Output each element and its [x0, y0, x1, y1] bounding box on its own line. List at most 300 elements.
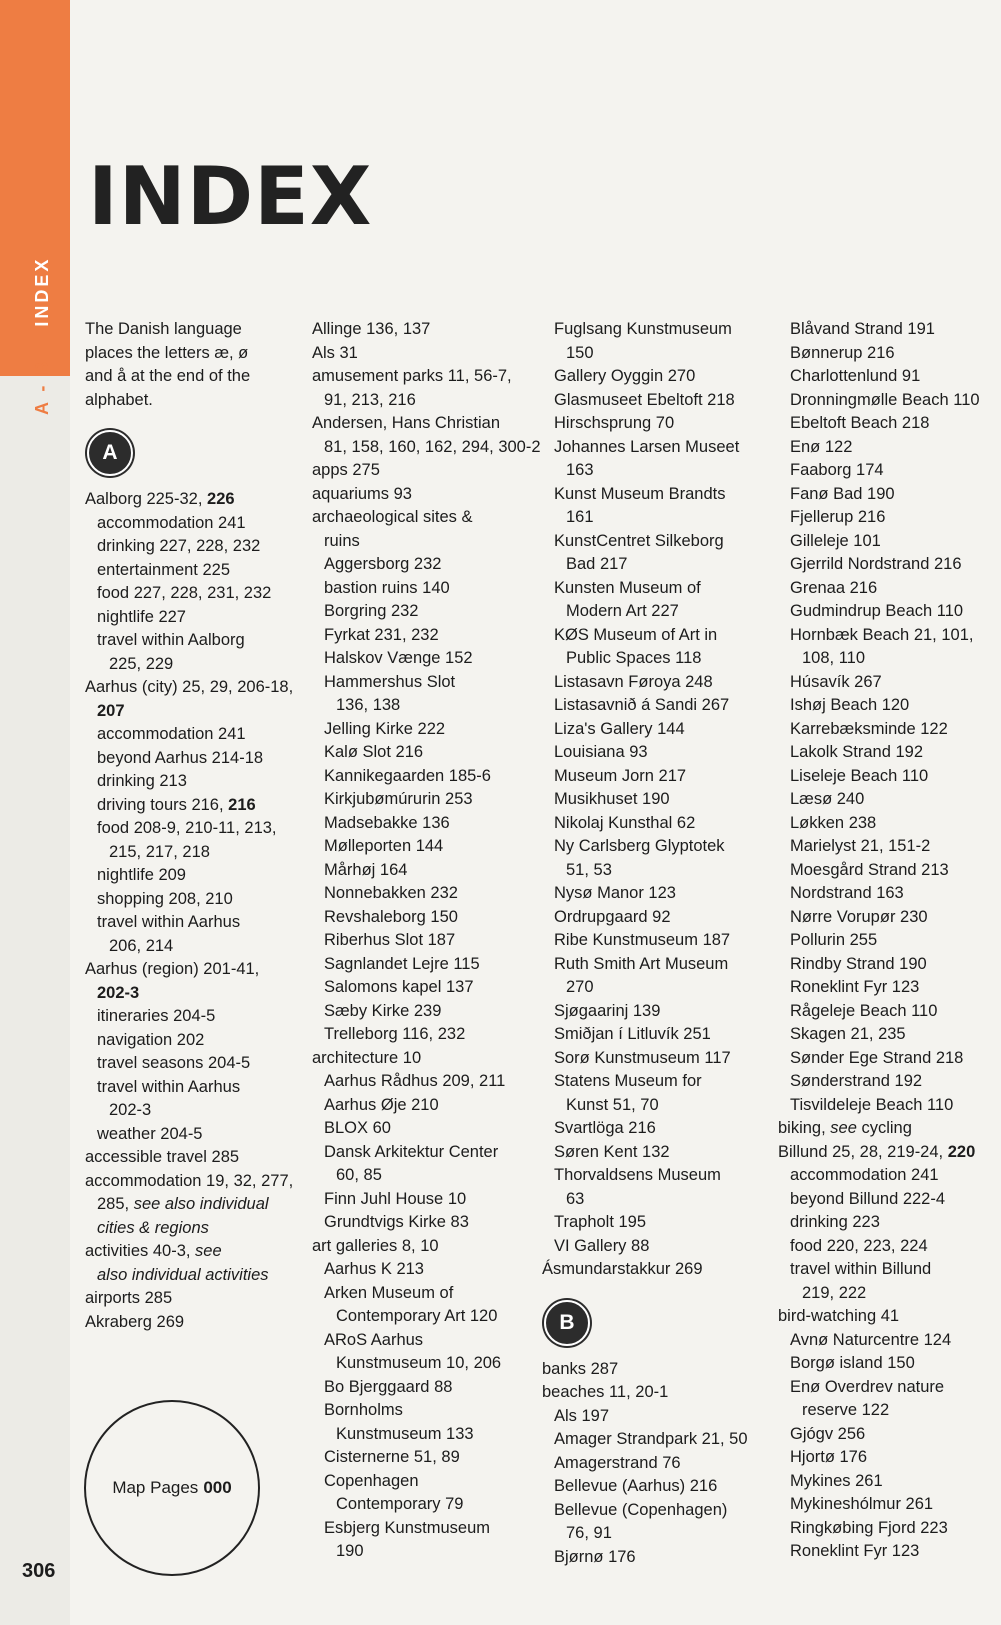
index-entry-text: weather 204-5 [97, 1124, 203, 1143]
index-entry-text: Listasavn Føroya 248 [554, 672, 713, 691]
index-entry-text: beyond Billund 222-4 [790, 1189, 946, 1208]
index-entry-text: Ordrupgaard 92 [554, 907, 671, 926]
index-entry [778, 1070, 998, 1094]
index-entry-text: architecture 10 [312, 1048, 422, 1067]
index-entry [312, 835, 527, 859]
index-entry [85, 629, 285, 653]
index-entry [778, 1211, 998, 1235]
index-entry [542, 530, 757, 554]
index-entry [778, 1352, 998, 1376]
index-entry [778, 929, 998, 953]
index-entry [85, 676, 294, 700]
index-entry-text: Bornholms [324, 1401, 403, 1419]
index-entry-text: airports 285 [85, 1289, 173, 1307]
index-entry [312, 1493, 527, 1517]
index-entry-text: Amagerstrand 76 [554, 1453, 681, 1472]
index-entry-text: Charlottenlund 91 [790, 367, 921, 385]
index-entry [778, 553, 998, 577]
index-entry-text: Hammershus Slot [324, 672, 456, 691]
letter-badge-a: A [87, 430, 133, 476]
index-entry [542, 953, 757, 977]
index-entry [312, 812, 527, 836]
index-entry [778, 1305, 998, 1329]
index-entry [542, 906, 757, 930]
index-entry-text: Bo Bjerggaard 88 [324, 1377, 453, 1396]
index-column-1 [85, 318, 294, 1334]
index-entry-text: 219, 222 [802, 1283, 867, 1302]
index-entry [85, 1099, 285, 1123]
index-entry [542, 1094, 757, 1118]
index-entry [778, 1493, 998, 1517]
index-entry [778, 1235, 998, 1259]
index-entry-text: Nordstrand 163 [790, 884, 904, 902]
index-entry [542, 459, 757, 483]
index-entry-text: Contemporary 79 [336, 1495, 464, 1513]
index-entry-text: Gilleleje 101 [790, 531, 881, 550]
index-entry-text: navigation 202 [97, 1030, 205, 1049]
index-entry-text: Fjellerup 216 [790, 508, 886, 526]
index-entry [778, 577, 998, 601]
index-entry-text: Sæby Kirke 239 [324, 1001, 442, 1020]
index-entry-text: Hornbæk Beach 21, 101, [790, 625, 974, 644]
index-entry-text: Als 197 [554, 1406, 610, 1425]
index-entry-text: Kunstmuseum 133 [336, 1424, 474, 1443]
index-entry [312, 1117, 527, 1141]
index-entry [542, 718, 757, 742]
index-entry [778, 671, 998, 695]
index-entry-text: Riberhus Slot 187 [324, 931, 456, 949]
index-entry-text: Mårhøj 164 [324, 860, 408, 879]
index-entry-text: accessible travel 285 [85, 1148, 240, 1166]
index-entry [312, 553, 527, 577]
index-entry [312, 1423, 527, 1447]
index-entry [778, 412, 998, 436]
index-entry [312, 1282, 527, 1306]
index-entry [312, 1258, 527, 1282]
index-entry-text: 163 [566, 461, 594, 479]
index-entry [85, 723, 285, 747]
index-entry-text: Fuglsang Kunstmuseum [554, 320, 732, 338]
index-entry-text: Grenaa 216 [790, 578, 878, 597]
index-entry-text: beaches 11, 20-1 [542, 1383, 669, 1401]
index-entry [778, 1540, 998, 1564]
index-entry [778, 1258, 998, 1282]
index-entry [542, 389, 757, 413]
index-entry [778, 835, 998, 859]
index-entry [312, 1000, 527, 1024]
index-entry-text: KØS Museum of Art in [554, 625, 718, 644]
index-entry [778, 1000, 998, 1024]
index-entry-text: Esbjerg Kunstmuseum [324, 1518, 490, 1537]
index-entry-text: archaeological sites & [312, 508, 473, 526]
index-entry-crossref: see [830, 1119, 857, 1137]
index-entry-text: Gudmindrup Beach 110 [790, 602, 964, 620]
index-entry [312, 1164, 527, 1188]
index-entry-text: travel seasons 204-5 [97, 1054, 251, 1072]
intro-note: The Danish language places the letters æ, ø and å at the end of the alphabet. [85, 320, 251, 409]
index-entry-text: Rindby Strand 190 [790, 954, 927, 973]
index-entry [85, 1240, 285, 1264]
index-entry [312, 577, 527, 601]
index-entry-text: ARoS Aarhus [324, 1330, 424, 1349]
index-entry [542, 318, 757, 342]
index-entry-text: Liza's Gallery 144 [554, 719, 685, 738]
index-entry-text: travel within Aalborg [97, 631, 245, 649]
index-entry-text: Aarhus Rådhus 209, 211 [324, 1072, 506, 1090]
index-entry [778, 741, 998, 765]
index-entry-text: Dansk Arkitektur Center [324, 1142, 499, 1161]
index-entry-text: activities 40-3, [85, 1242, 196, 1260]
index-entry [312, 647, 527, 671]
index-entry [312, 624, 527, 648]
index-entry-text: Amager Strandpark 21, 50 [554, 1430, 748, 1448]
index-entry [778, 600, 998, 624]
index-entry-bold-page: 220 [947, 1142, 976, 1161]
index-entry-text: Trelleborg 116, 232 [324, 1025, 466, 1043]
index-entry-text: Liseleje Beach 110 [790, 766, 929, 785]
index-entry-bold-page: 207 [97, 701, 125, 720]
index-entry-text: accommodation 241 [790, 1166, 939, 1184]
index-entry [542, 1546, 757, 1570]
index-entry-text: 161 [566, 508, 594, 526]
index-entry-text: 91, 213, 216 [324, 390, 416, 409]
index-entry-text: 51, 53 [566, 860, 612, 879]
index-entry [778, 459, 998, 483]
index-entry [542, 1428, 757, 1452]
index-entry [542, 342, 757, 366]
index-entry-text: Fanø Bad 190 [790, 484, 895, 503]
index-entry [542, 765, 757, 789]
index-entry-text: Dronningmølle Beach 110 [790, 390, 980, 409]
index-entry-text: Gjerrild Nordstrand 216 [790, 555, 962, 573]
index-entry-text: 190 [336, 1542, 364, 1560]
index-entry [85, 653, 285, 677]
index-entry [85, 535, 285, 559]
index-entry [312, 530, 527, 554]
index-entry [312, 1094, 527, 1118]
index-entry [542, 1258, 757, 1282]
index-entry-text: Ringkøbing Fjord 223 [790, 1518, 948, 1537]
tab-index-label: INDEX [32, 256, 52, 327]
index-entry [312, 1188, 527, 1212]
index-entry-text: Hjortø 176 [790, 1448, 868, 1466]
index-entry-text: Aarhus (city) 25, 29, 206-18, [85, 678, 294, 696]
index-entry [85, 794, 285, 818]
index-entry-text: Kunst Museum Brandts [554, 484, 726, 503]
index-entry [542, 1522, 757, 1546]
index-entry [542, 412, 757, 436]
index-entry-crossref: also individual activities [97, 1265, 269, 1284]
index-entry-text: Louisiana 93 [554, 743, 648, 761]
index-entry [312, 318, 527, 342]
index-entry-text: bird-watching 41 [778, 1307, 900, 1325]
index-entry [778, 1470, 998, 1494]
index-entry-text: drinking 213 [97, 772, 187, 790]
index-entry-text: Museum Jorn 217 [554, 766, 687, 785]
index-entry [778, 694, 998, 718]
index-entry-text: Smiðjan í Litluvík 251 [554, 1025, 711, 1043]
index-entry [778, 624, 998, 648]
index-entry-text: Als 31 [312, 343, 358, 362]
index-entry-text: Avnø Naturcentre 124 [790, 1330, 952, 1349]
index-entry-text: Madsebakke 136 [324, 813, 450, 832]
index-entry [312, 1047, 527, 1071]
index-entry [778, 1188, 998, 1212]
index-entry-text: Kunst 51, 70 [566, 1095, 659, 1114]
index-entry [778, 365, 998, 389]
index-entry [778, 1517, 998, 1541]
index-entry-text: Bellevue (Aarhus) 216 [554, 1477, 718, 1495]
index-entry [312, 1446, 527, 1470]
index-entry-text: Grundtvigs Kirke 83 [324, 1213, 469, 1231]
index-entry [542, 1452, 757, 1476]
index-entry-text: Bønnerup 216 [790, 343, 895, 362]
index-entry-text: Aggersborg 232 [324, 555, 442, 573]
index-entry-text: apps 275 [312, 461, 380, 479]
index-entry [312, 859, 527, 883]
index-entry [542, 812, 757, 836]
index-entry [542, 1235, 757, 1259]
index-entry [85, 1076, 285, 1100]
index-entry [778, 1023, 998, 1047]
index-entry-text: Arken Museum of [324, 1283, 454, 1302]
index-entry-text: Ruth Smith Art Museum [554, 954, 729, 973]
index-entry-text: Rågeleje Beach 110 [790, 1001, 938, 1020]
index-entry [312, 412, 527, 436]
index-entry [778, 1399, 998, 1423]
index-entry [312, 459, 527, 483]
index-entry [542, 741, 757, 765]
index-entry-text: Allinge 136, 137 [312, 320, 431, 338]
tab-range: A - B [32, 358, 52, 415]
index-entry [542, 976, 757, 1000]
index-entry-text: Bjørnø 176 [554, 1547, 636, 1566]
index-entry-text: Akraberg 269 [85, 1312, 185, 1331]
index-entry-text: banks 287 [542, 1359, 619, 1378]
index-entry [85, 935, 285, 959]
index-entry [85, 841, 285, 865]
index-entry-text: Nysø Manor 123 [554, 884, 676, 902]
index-entry-text: Kirkjubømúrurin 253 [324, 790, 473, 808]
index-entry-text: 270 [566, 978, 594, 996]
index-entry-text: Borgø island 150 [790, 1354, 915, 1372]
index-entry-text: 63 [566, 1189, 585, 1208]
index-entry-text: BLOX 60 [324, 1119, 391, 1137]
index-entry [312, 1470, 527, 1494]
map-pages-circle [84, 1400, 260, 1576]
index-entry-crossref: cities & regions [97, 1218, 209, 1237]
index-entry-text: Sjøgaarinj 139 [554, 1001, 661, 1020]
index-entry-text: Sagnlandet Lejre 115 [324, 954, 480, 973]
index-entry [312, 929, 527, 953]
index-entry-text: entertainment 225 [97, 560, 231, 579]
index-entry [85, 747, 285, 771]
index-entry-text: Moesgård Strand 213 [790, 860, 949, 879]
index-entry [312, 741, 527, 765]
index-entry [312, 1211, 527, 1235]
index-entry-text: Finn Juhl House 10 [324, 1189, 467, 1208]
index-entry [542, 624, 757, 648]
index-entry-text: food 227, 228, 231, 232 [97, 584, 272, 602]
index-entry [312, 953, 527, 977]
index-entry [312, 1070, 527, 1094]
index-entry [85, 864, 285, 888]
index-entry [542, 835, 757, 859]
index-entry [312, 1305, 527, 1329]
index-entry-text: Revshaleborg 150 [324, 907, 458, 926]
page-title: INDEX [88, 150, 373, 243]
index-entry [542, 1211, 757, 1235]
index-entry [542, 1164, 757, 1188]
index-entry-text: Gallery Oyggin 270 [554, 367, 696, 385]
index-entry-text: Roneklint Fyr 123 [790, 1542, 920, 1560]
index-entry [85, 1146, 285, 1170]
index-entry-text: Løkken 238 [790, 813, 877, 832]
index-entry-text: KunstCentret Silkeborg [554, 531, 724, 550]
index-entry-text: travel within Aarhus [97, 913, 241, 931]
index-entry [85, 1005, 285, 1029]
index-entry [542, 788, 757, 812]
index-entry-text: Contemporary Art 120 [336, 1307, 498, 1325]
index-entry-text: Mølleporten 144 [324, 837, 444, 855]
index-entry-text: Statens Museum for [554, 1072, 702, 1090]
index-entry [85, 888, 285, 912]
index-entry [542, 506, 757, 530]
index-entry [312, 765, 527, 789]
letter-badge-b: B [544, 1300, 590, 1346]
index-entry [778, 859, 998, 883]
index-entry [85, 1217, 285, 1241]
index-entry [778, 318, 998, 342]
index-entry [542, 1358, 757, 1382]
index-entry-text: Enø 122 [790, 437, 853, 456]
map-pages-label: Map Pages [112, 1478, 199, 1497]
index-entry-text: Svartlöga 216 [554, 1119, 656, 1137]
index-entry-text: Nikolaj Kunsthal 62 [554, 813, 696, 832]
index-entry-text: Johannes Larsen Museet [554, 437, 740, 456]
index-entry [542, 1117, 757, 1141]
index-entry-text: Bellevue (Copenhagen) [554, 1500, 728, 1519]
index-entry-text: 81, 158, 160, 162, 294, 300-2 [324, 437, 541, 456]
index-entry [542, 436, 757, 460]
index-entry-text: itineraries 204-5 [97, 1007, 216, 1025]
index-entry [542, 882, 757, 906]
index-entry-text: Blåvand Strand 191 [790, 320, 935, 338]
index-entry [542, 1381, 757, 1405]
index-entry [542, 365, 757, 389]
index-entry-text: Kunstmuseum 10, 206 [336, 1354, 502, 1372]
index-entry-text: travel within Aarhus [97, 1077, 241, 1096]
index-entry-text: Cisternerne 51, 89 [324, 1448, 460, 1466]
index-entry-text: 225, 229 [109, 654, 174, 673]
index-entry-text: Copenhagen [324, 1471, 419, 1490]
index-entry [778, 1117, 998, 1141]
index-entry [778, 953, 998, 977]
index-entry-text: Kalø Slot 216 [324, 743, 424, 761]
index-entry-text: food 220, 223, 224 [790, 1236, 928, 1255]
index-entry [312, 483, 527, 507]
index-entry [778, 389, 998, 413]
index-entry-text: Public Spaces 118 [566, 649, 702, 667]
index-entry [312, 506, 527, 530]
index-entry [542, 553, 757, 577]
index-entry [312, 342, 527, 366]
index-entry-text: Andersen, Hans Christian [312, 414, 501, 432]
index-entry-text: Aalborg 225-32, [85, 490, 208, 508]
index-entry [312, 718, 527, 742]
index-entry [85, 512, 285, 536]
index-entry [312, 882, 527, 906]
index-entry [542, 1023, 757, 1047]
index-entry [542, 929, 757, 953]
index-entry-bold-page: 226 [207, 490, 235, 508]
index-entry [312, 600, 527, 624]
index-entry [778, 1376, 998, 1400]
index-entry [542, 1141, 757, 1165]
index-entry-text: Mykines 261 [790, 1471, 883, 1490]
index-entry [85, 606, 285, 630]
index-entry [778, 976, 998, 1000]
index-entry [778, 1164, 998, 1188]
index-entry-text: Aarhus K 213 [324, 1260, 424, 1278]
index-entry-text: travel within Billund [790, 1260, 932, 1278]
index-entry [85, 559, 285, 583]
index-entry [542, 694, 757, 718]
index-entry-text: Aarhus Øje 210 [324, 1095, 439, 1114]
index-entry-text: 285, [97, 1195, 134, 1213]
index-entry-text: Hirschsprung 70 [554, 414, 675, 432]
index-entry [85, 1264, 285, 1288]
index-entry-text: Ásmundarstakkur 269 [542, 1260, 703, 1278]
index-entry-text: Modern Art 227 [566, 602, 679, 620]
index-entry-text: shopping 208, 210 [97, 889, 233, 908]
index-entry-text: 206, 214 [109, 936, 174, 955]
index-entry [778, 1329, 998, 1353]
index-entry-bold-page: 216 [228, 795, 256, 814]
index-column-2 [312, 318, 541, 1564]
index-entry [312, 1517, 527, 1541]
index-entry-text: ruins [324, 531, 360, 550]
index-entry [85, 582, 285, 606]
index-entry [85, 958, 285, 982]
index-entry-text: Borgring 232 [324, 602, 419, 620]
index-entry [85, 911, 285, 935]
index-entry [778, 647, 998, 671]
index-entry [312, 906, 527, 930]
index-entry [778, 530, 998, 554]
index-entry [778, 483, 998, 507]
index-entry-text: driving tours 216, [97, 795, 229, 814]
index-entry-text: 76, 91 [566, 1524, 612, 1542]
index-entry-text: Sønder Ege Strand 218 [790, 1048, 964, 1067]
index-entry-text: Thorvaldsens Museum [554, 1166, 721, 1184]
index-entry-text: Listasavnið á Sandi 267 [554, 696, 730, 714]
index-entry [85, 1029, 285, 1053]
index-entry-text: accommodation 19, 32, 277, [85, 1171, 294, 1190]
index-entry [312, 1399, 527, 1423]
index-entry-text: 215, 217, 218 [109, 842, 210, 861]
index-entry [778, 765, 998, 789]
index-entry-text: Húsavík 267 [790, 672, 882, 691]
index-entry-text: Ishøj Beach 120 [790, 696, 910, 714]
index-entry-text: nightlife 209 [97, 866, 186, 884]
index-entry-text: Faaborg 174 [790, 461, 884, 479]
index-entry-text: Lakolk Strand 192 [790, 743, 924, 761]
index-entry-text: amusement parks 11, 56-7, [312, 367, 512, 385]
index-column-3 [542, 318, 757, 1569]
index-entry-text: Roneklint Fyr 123 [790, 978, 920, 996]
index-entry [778, 342, 998, 366]
